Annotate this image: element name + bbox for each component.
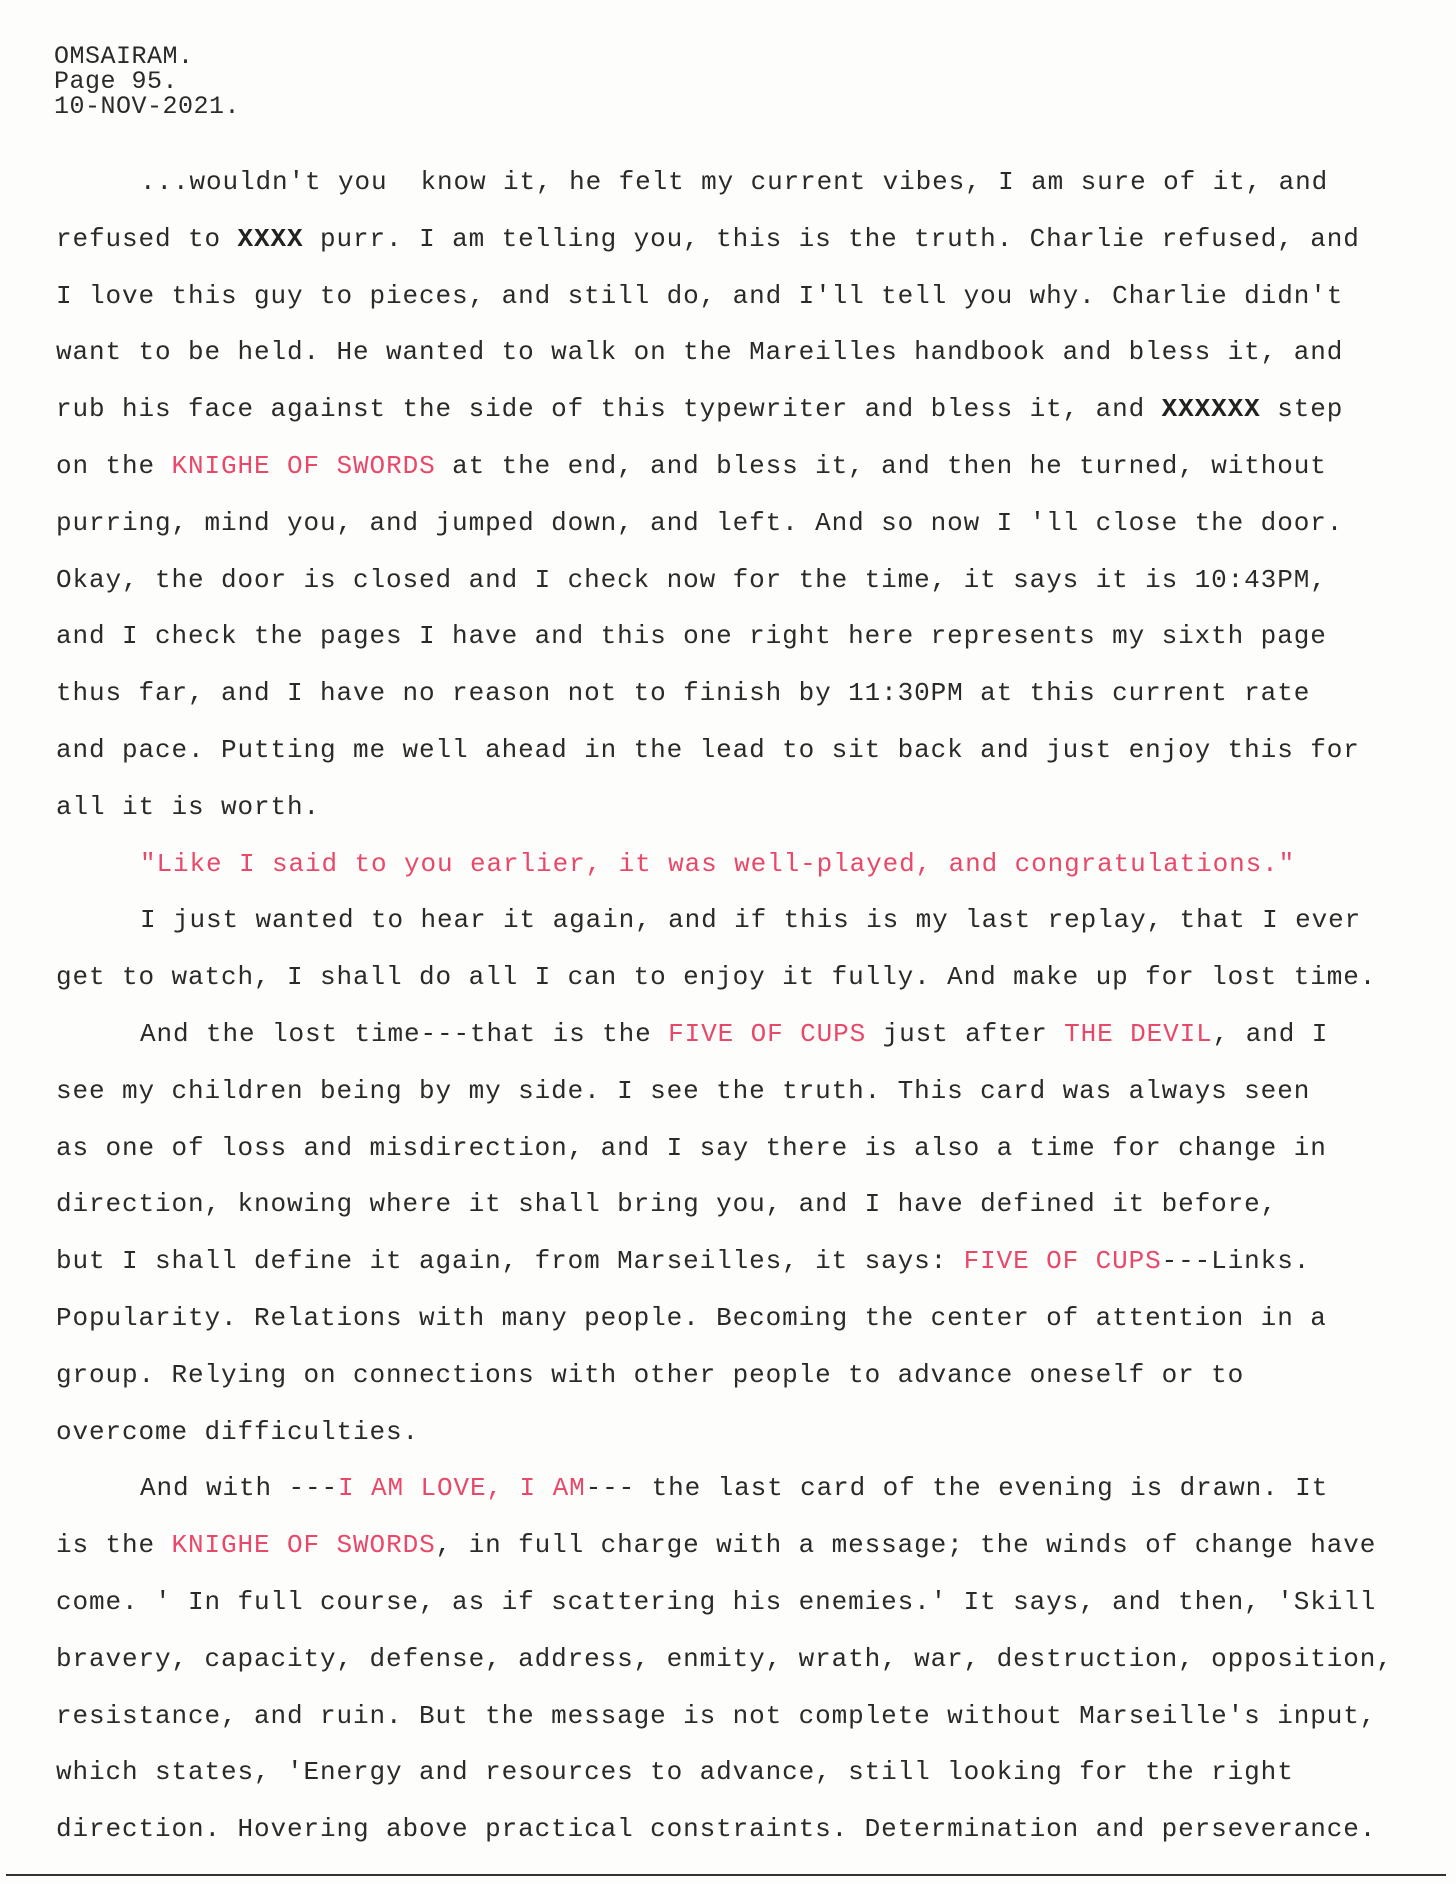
line-text: at the end, and bless it, and then he turned, without: [435, 450, 1327, 481]
line-text: on the: [56, 450, 172, 481]
text-line: [56, 1631, 1436, 1688]
line-text: but I shall define it again, from Marseilles, it says:: [56, 1246, 964, 1277]
line-text: And the lost time---that is the: [140, 1018, 669, 1049]
text-line: [56, 1404, 1436, 1461]
line-text: overcome difficulties.: [56, 1416, 420, 1447]
text-line: [56, 438, 1436, 495]
line-text: resistance, and ruin. But the message is not complete without Marseille's input,: [56, 1700, 1377, 1731]
text-line: [56, 608, 1436, 665]
text-line: [56, 779, 1436, 836]
text-line: [56, 1063, 1436, 1120]
line-text: and pace. Putting me well ahead in the lead to sit back and just enjoy this for: [56, 734, 1360, 765]
text-line: [56, 324, 1436, 381]
text-line: [56, 1006, 1436, 1063]
red-ink-text: THE DEVIL: [1064, 1018, 1213, 1049]
red-ink-text: FIVE OF CUPS: [963, 1246, 1162, 1277]
line-text: which states, 'Energy and resources to advance, still looking for the right: [56, 1757, 1294, 1788]
line-text: refused to: [56, 223, 238, 254]
red-ink-text: KNIGHE OF SWORDS: [171, 450, 436, 481]
line-text: direction, knowing where it shall bring you, and I have defined it before,: [56, 1189, 1278, 1220]
line-text: as one of loss and misdirection, and I say there is also a time for change in: [56, 1132, 1327, 1163]
text-line: [56, 722, 1436, 779]
line-text: direction. Hovering above practical constraints. Determination and perseverance.: [56, 1814, 1377, 1845]
line-text: ...wouldn't you know it, he felt my current vibes, I am sure of it, and: [140, 167, 1329, 197]
text-line: [56, 1688, 1436, 1745]
text-line: [56, 1801, 1436, 1858]
text-line: [56, 1120, 1436, 1177]
text-line: [56, 381, 1436, 438]
line-text: I love this guy to pieces, and still do, and I'll tell you why. Charlie didn't: [56, 280, 1344, 311]
text-line: [56, 1517, 1436, 1574]
text-line: [56, 836, 1436, 893]
text-line: [56, 892, 1436, 949]
line-text: all it is worth.: [56, 791, 321, 822]
line-text: see my children being by my side. I see the truth. This card was always seen: [56, 1075, 1311, 1106]
text-line: [56, 1176, 1436, 1233]
bottom-rule: [6, 1874, 1446, 1876]
header-date: 10-NOV-2021.: [54, 92, 241, 121]
red-ink-text: I AM LOVE, I AM: [338, 1473, 586, 1504]
line-text: just after: [866, 1018, 1065, 1049]
line-text: and I check the pages I have and this one right here represents my sixth page: [56, 621, 1327, 652]
text-line: [56, 495, 1436, 552]
line-text: rub his face against the side of this typewriter and bless it, and: [56, 394, 1162, 425]
red-ink-text: KNIGHE OF SWORDS: [171, 1530, 436, 1561]
text-line: [56, 268, 1436, 325]
line-text: bravery, capacity, defense, address, enmity, wrath, war, destruction, opposition,: [56, 1643, 1393, 1674]
line-text: I just wanted to hear it again, and if this is my last replay, that I ever: [140, 905, 1362, 936]
header-page-number: Page 95.: [54, 67, 179, 96]
page-header: [54, 44, 240, 119]
line-text: , in full charge with a message; the winds of change have: [435, 1530, 1377, 1561]
line-text: Okay, the door is closed and I check now for the time, it says it is 10:43PM,: [56, 564, 1327, 595]
text-line: [56, 949, 1436, 1006]
line-text: purring, mind you, and jumped down, and left. And so now I 'll close the door.: [56, 507, 1344, 538]
red-ink-text: "Like I said to you earlier, it was well-played, and congratulations.": [140, 848, 1296, 879]
line-text: want to be held. He wanted to walk on the Mareilles handbook and bless it, and: [56, 337, 1344, 368]
text-line: [56, 1744, 1436, 1801]
line-text: , and I: [1212, 1018, 1329, 1049]
struck-out-text: XXXX: [237, 223, 304, 254]
line-text: get to watch, I shall do all I can to enjoy it fully. And make up for lost time.: [56, 962, 1377, 993]
line-text: thus far, and I have no reason not to finish by 11:30PM at this current rate: [56, 678, 1311, 709]
line-text: is the: [56, 1530, 172, 1561]
line-text: step: [1260, 394, 1344, 425]
line-text: --- the last card of the evening is drawn. It: [585, 1473, 1329, 1504]
line-text: And with ---: [140, 1473, 339, 1504]
line-text: purr. I am telling you, this is the truth. Charlie refused, and: [303, 223, 1360, 254]
line-text: come. ' In full course, as if scattering his enemies.' It says, and then, 'Skill: [56, 1586, 1377, 1617]
text-line: [56, 1347, 1436, 1404]
red-ink-text: FIVE OF CUPS: [668, 1018, 867, 1049]
text-line: [56, 1233, 1436, 1290]
page-body: [56, 154, 1436, 1858]
text-line: [56, 1460, 1436, 1517]
line-text: ---Links.: [1161, 1246, 1311, 1277]
text-line: [56, 1574, 1436, 1631]
struck-out-text: XXXXXX: [1161, 394, 1261, 425]
text-line: [56, 665, 1436, 722]
header-title: OMSAIRAM.: [54, 42, 194, 71]
text-line: [56, 1290, 1436, 1347]
text-line: [56, 154, 1436, 211]
text-line: [56, 211, 1436, 268]
text-line: [56, 552, 1436, 609]
line-text: Popularity. Relations with many people. Becoming the center of attention in a: [56, 1302, 1327, 1333]
line-text: group. Relying on connections with other people to advance oneself or to: [56, 1359, 1245, 1390]
